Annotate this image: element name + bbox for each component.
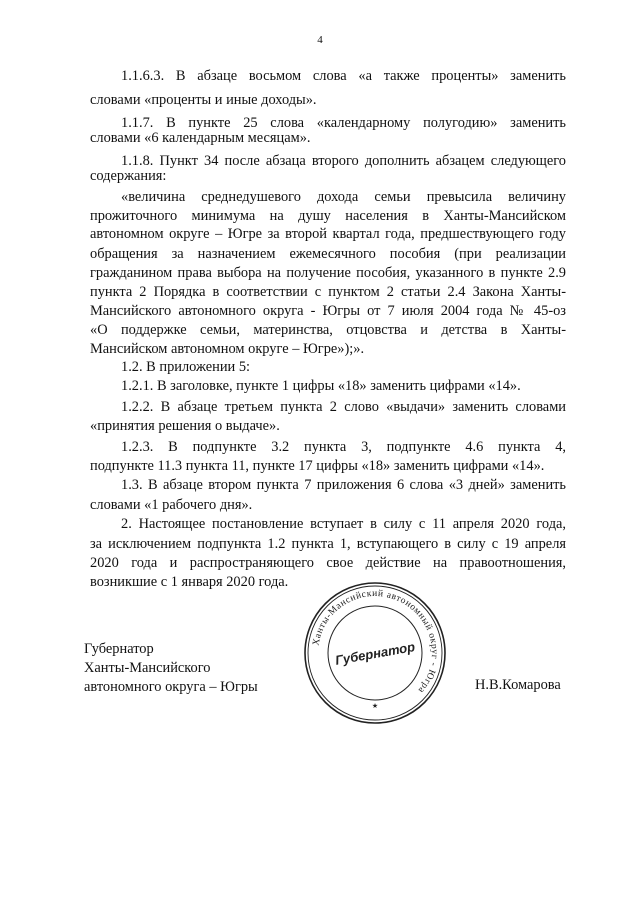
text-line: 1.2.3. В подпункте 3.2 пункта 3, подпункте 4.6 пункта 4, bbox=[121, 439, 566, 455]
text-line: Мансийском автономном округе – Югре»);». bbox=[90, 341, 365, 357]
text-line: автономном округе – Югре за второй квартал года, предшествующего году bbox=[90, 226, 566, 242]
text-line: пункта 2 Порядка в соответствии с пунктом 2 статьи 2.4 Закона Ханты- bbox=[90, 284, 566, 300]
text-line: за исключением подпункта 1.2 пункта 1, вступающего в силу с 19 апреля bbox=[90, 536, 566, 552]
text-line: 2. Настоящее постановление вступает в силу с 11 апреля 2020 года, bbox=[121, 516, 566, 532]
text-line: Мансийского автономного округа - Югры от 7 июля 2004 года № 45-оз bbox=[90, 303, 566, 319]
stamp-center-text: Губернатор bbox=[334, 639, 417, 668]
text-line: содержания: bbox=[90, 168, 167, 184]
signer-position-line1: Губернатор bbox=[84, 641, 154, 657]
text-line: словами «1 рабочего дня». bbox=[90, 497, 253, 513]
text-line: «О поддержке семьи, материнства, отцовства и детства в Ханты- bbox=[90, 322, 566, 338]
text-line: 1.1.7. В пункте 25 слова «календарному полугодию» заменить bbox=[121, 115, 566, 131]
text-line: 1.2.1. В заголовке, пункте 1 цифры «18» заменить цифрами «14». bbox=[121, 378, 521, 394]
signer-position-line3: автономного округа – Югры bbox=[84, 679, 258, 695]
text-line: 1.2. В приложении 5: bbox=[121, 359, 251, 375]
text-line: 2020 года и распространяющего свое действие на правоотношения, bbox=[90, 555, 566, 571]
text-line: гражданином права выбора на получение пособия, указанного в пункте 2.9 bbox=[90, 265, 566, 281]
text-line: возникшие с 1 января 2020 года. bbox=[90, 574, 289, 590]
text-line: 1.1.8. Пункт 34 после абзаца второго дополнить абзацем следующего bbox=[121, 153, 566, 169]
text-line: словами «6 календарным месяцам». bbox=[90, 130, 311, 146]
text-line: «величина среднедушевого дохода семьи превысила величину bbox=[121, 189, 566, 205]
text-line: прожиточного минимума на душу населения в Ханты-Мансийском bbox=[90, 208, 566, 224]
stamp-star-icon: ★ bbox=[371, 702, 379, 710]
stamp-ring-text: Ханты-Мансийский автономный округ - Югра bbox=[311, 588, 440, 696]
text-line: подпункте 11.3 пункта 11, пункте 17 цифры «18» заменить цифрами «14». bbox=[90, 458, 545, 474]
text-line: 1.3. В абзаце втором пункта 7 приложения 6 слова «3 дней» заменить bbox=[121, 477, 566, 493]
official-stamp bbox=[302, 580, 448, 726]
text-line: 1.2.2. В абзаце третьем пункта 2 слово «выдачи» заменить словами bbox=[121, 399, 566, 415]
text-line: обращения за назначением ежемесячного пособия (при реализации bbox=[90, 246, 566, 262]
text-line: словами «проценты и иные доходы». bbox=[90, 92, 317, 108]
svg-text:Ханты-Мансийский автономный ок bbox=[311, 588, 439, 695]
text-line: «принятия решения о выдаче». bbox=[90, 418, 280, 434]
signer-name: Н.В.Комарова bbox=[475, 677, 561, 693]
signer-position-line2: Ханты-Мансийского bbox=[84, 660, 211, 676]
page-number: 4 bbox=[317, 34, 323, 46]
text-line: 1.1.6.3. В абзаце восьмом слова «а также проценты» заменить bbox=[121, 68, 566, 84]
